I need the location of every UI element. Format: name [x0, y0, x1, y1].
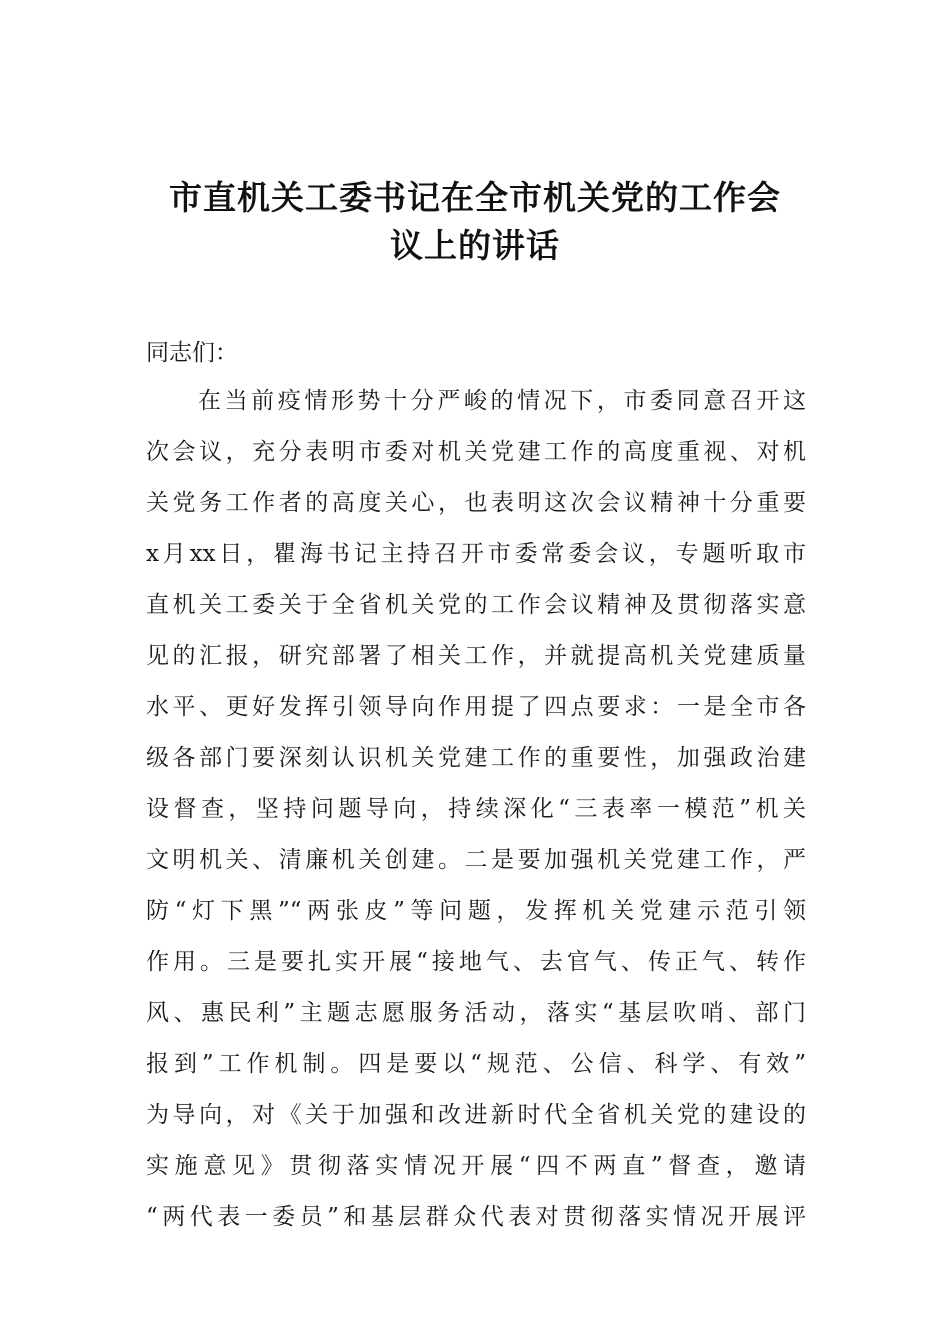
body-line: 级各部门要深刻认识机关党建工作的重要性，加强政治建 [146, 745, 806, 771]
body-line: 在当前疫情形势十分严峻的情况下，市委同意召开这 [198, 388, 806, 414]
body-line: 见的汇报，研究部署了相关工作，并就提高机关党建质量 [146, 643, 806, 669]
body-line: 关党务工作者的高度关心，也表明这次会议精神十分重要 [146, 490, 806, 516]
body-line: 作用。三是要扎实开展“接地气、去官气、传正气、转作 [146, 949, 806, 975]
document-title-line-1: 市直机关工委书记在全市机关党的工作会 [169, 178, 781, 217]
body-line: 水平、更好发挥引领导向作用提了四点要求：一是全市各 [146, 694, 806, 720]
body-line: 报到”工作机制。四是要以“规范、公信、科学、有效” [146, 1051, 806, 1077]
greeting: 同志们： [146, 340, 238, 366]
body-line: 为导向，对《关于加强和改进新时代全省机关党的建设的 [146, 1102, 806, 1128]
document-title-line-2: 议上的讲话 [390, 226, 560, 265]
body-line: 实施意见》贯彻落实情况开展“四不两直”督查，邀请 [146, 1153, 806, 1179]
body-line: x月xx日，瞿海书记主持召开市委常委会议，专题听取市 [146, 541, 806, 567]
body-line: 防“灯下黑”“两张皮”等问题，发挥机关党建示范引领 [146, 898, 806, 924]
body-line: 风、惠民利”主题志愿服务活动，落实“基层吹哨、部门 [146, 1000, 806, 1026]
body-line: 文明机关、清廉机关创建。二是要加强机关党建工作，严 [146, 847, 806, 873]
body-line: “两代表一委员”和基层群众代表对贯彻落实情况开展评 [146, 1204, 806, 1230]
body-line: 直机关工委关于全省机关党的工作会议精神及贯彻落实意 [146, 592, 806, 618]
body-line: 设督查，坚持问题导向，持续深化“三表率一模范”机关 [146, 796, 806, 822]
body-line: 次会议，充分表明市委对机关党建工作的高度重视、对机 [146, 439, 806, 465]
